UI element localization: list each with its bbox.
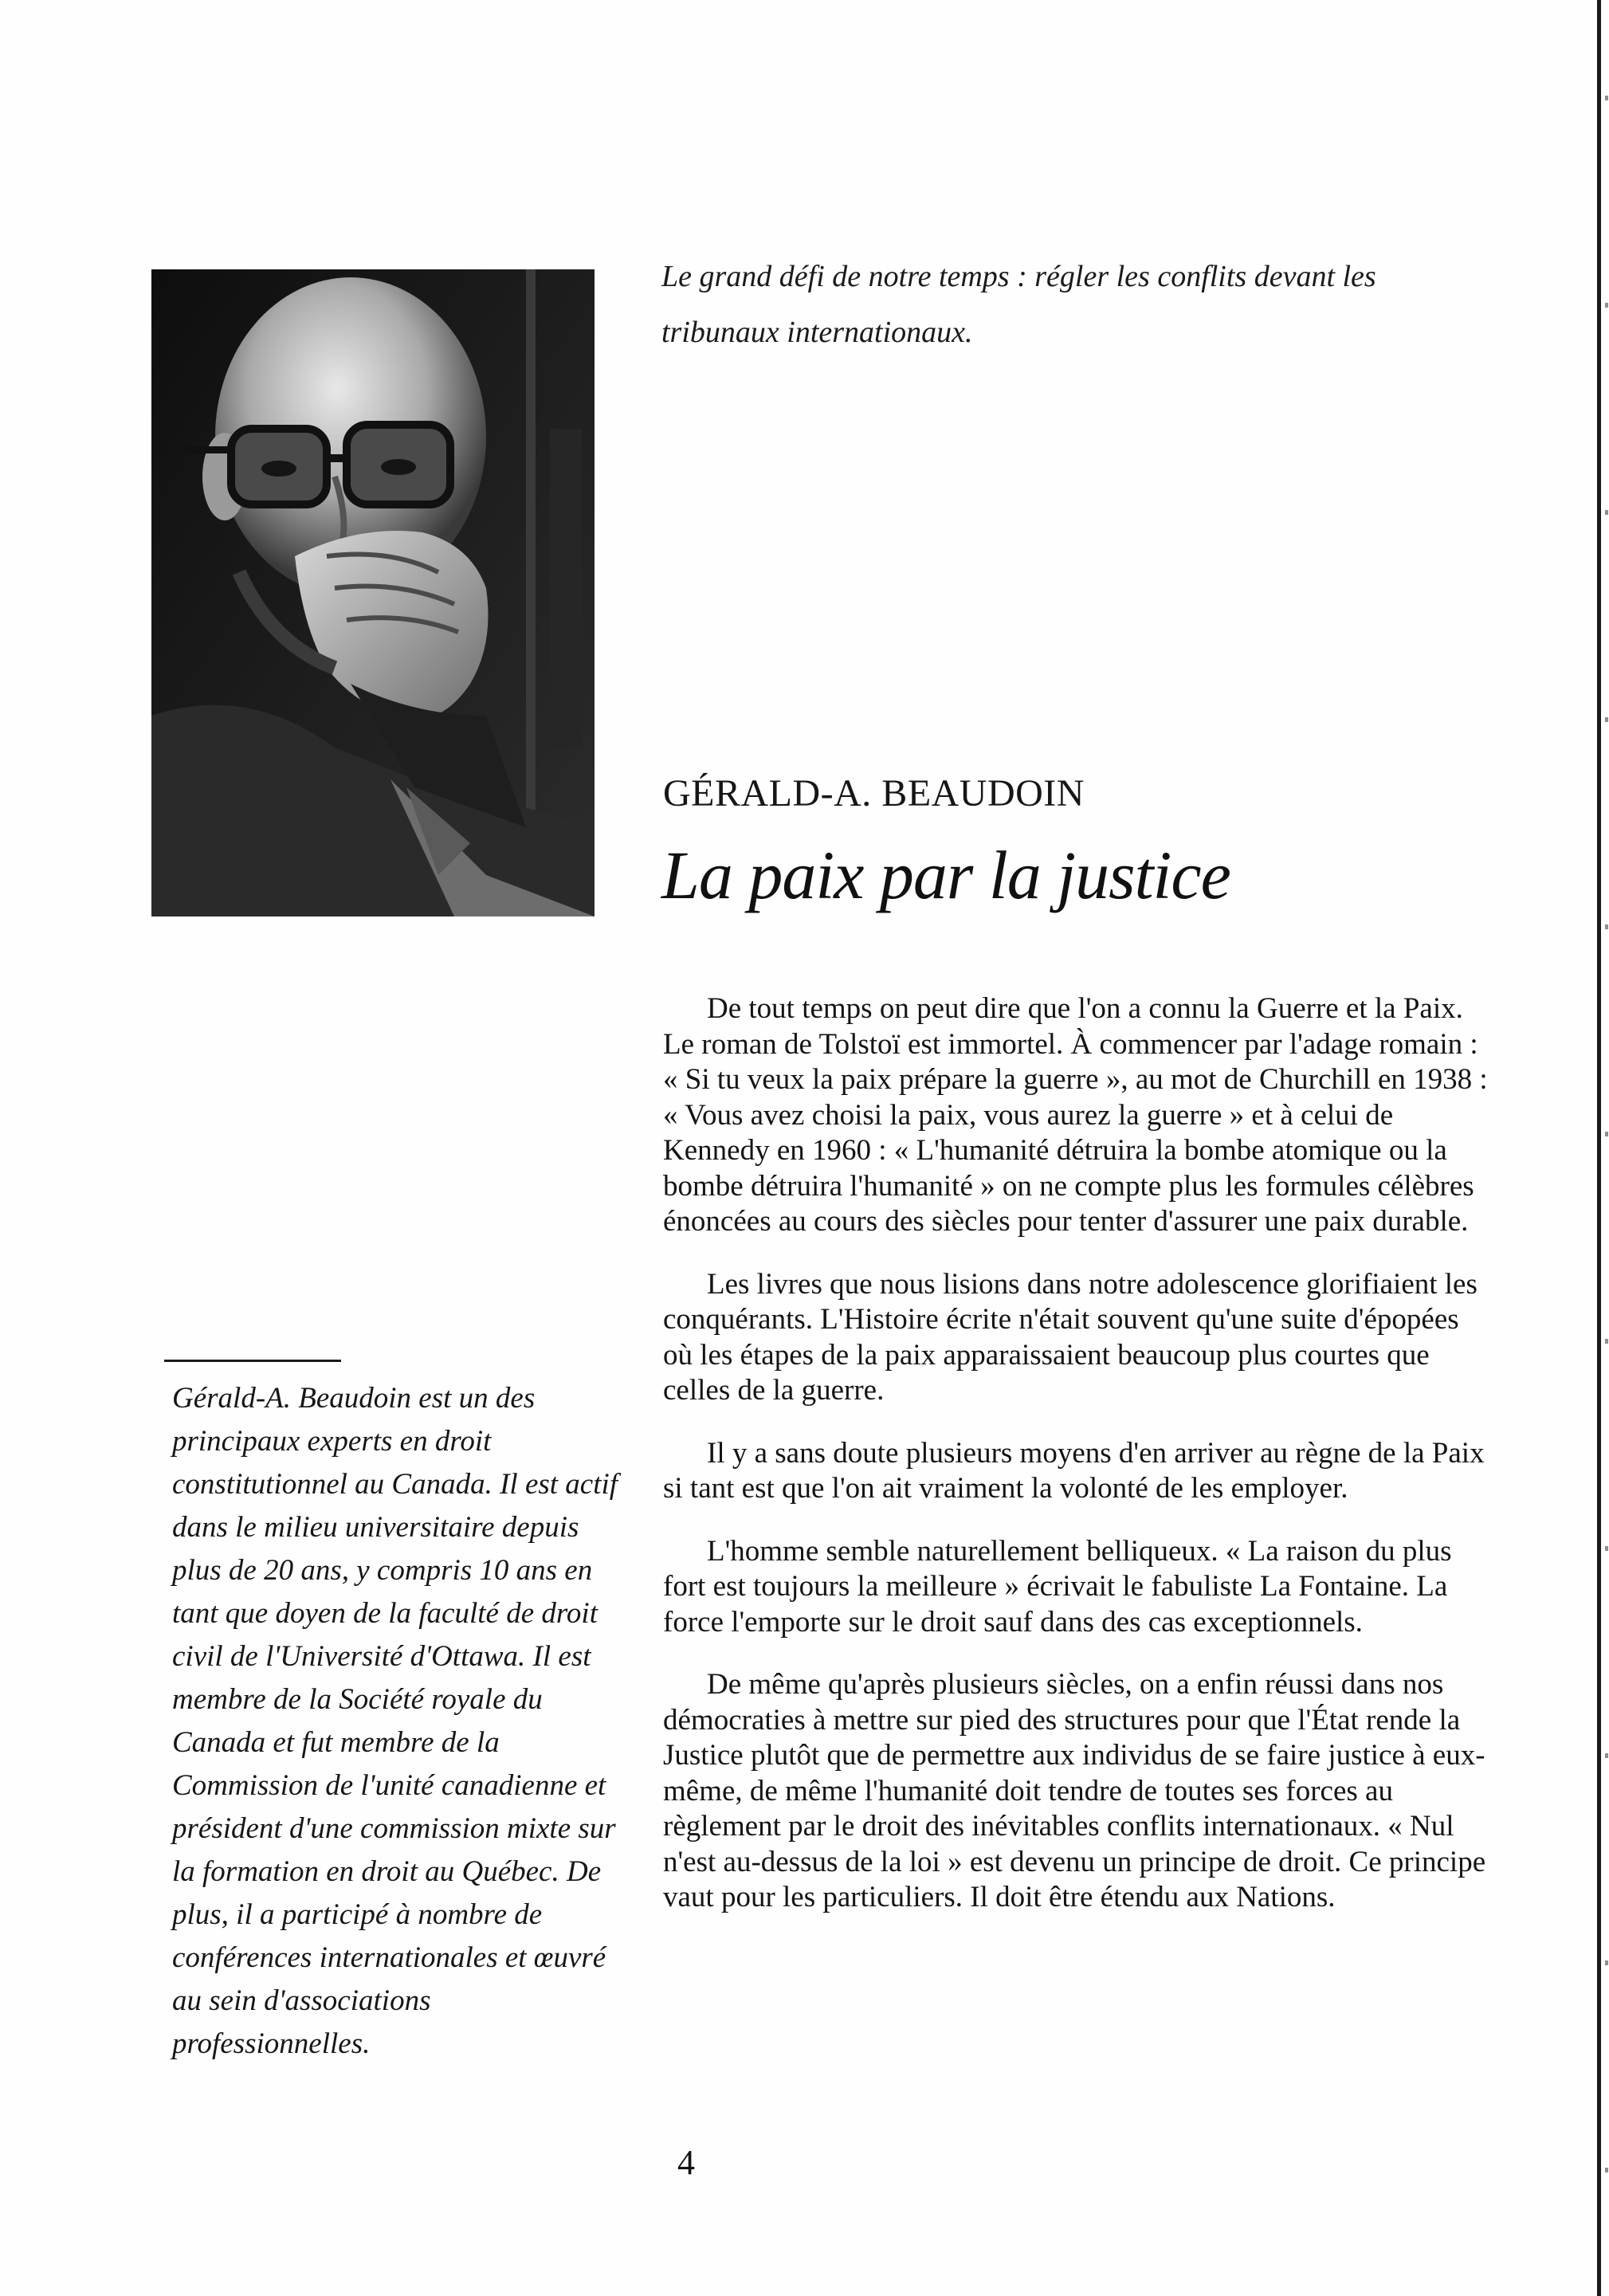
footnote-divider: [164, 1360, 341, 1362]
scan-edge-specks: [1605, 0, 1608, 2296]
body-paragraph: L'homme semble naturellement belliqueux. « La raison du plus fort est toujours la meilleure » écrivait le fabuliste La Fontaine. La force l'emporte sur le droit sauf dans des cas exceptionnels.: [663, 1534, 1452, 1639]
body-paragraph: De tout temps on peut dire que l'on a connu la Guerre et la Paix. Le roman de Tolstoï est immortel. À commencer par l'adage romain : « Si tu veux la paix prépare la guerre », au mot de Churchill en 1938 : « Vous avez choisi la paix, vous aurez la guerre » et à celui de Kennedy en 1960 : « L'humanité détruira la bombe atomique ou la bombe détruira l'humanité » on ne compte plus les formules célèbres énoncées au cours des siècles pour tenter d'assurer une paix durable.: [663, 992, 1488, 1238]
author-bio: Gérald-A. Beaudoin est un des principaux experts en droit constitutionnel au Canada. Il est actif dans le milieu universitaire depuis plus de 20 ans, y compris 10 ans en tant que doyen de la faculté de droit civil de l'Université d'Ottawa. Il est membre de la Société royale du Canada et fut membre de la Commission de l'unité canadienne et président d'une commission mixte sur la formation en droit au Québec. De plus, il a participé à nombre de conférences internationales et œuvré au sein d'associations professionnelles.: [172, 1382, 618, 2060]
author-name: GÉRALD-A. BEAUDOIN: [663, 772, 1085, 814]
body-paragraph: De même qu'après plusieurs siècles, on a enfin réussi dans nos démocraties à mettre sur pied des structures pour que l'État rende la Justice plutôt que de permettre aux individus de se faire justice à eux-même, de même l'humanité doit tendre de toutes ses forces au règlement par le droit des inévitables conflits internationaux. « Nul n'est au-dessus de la loi » est devenu un principe de droit. Ce principe vaut pour les particuliers. Il doit être étendu aux Nations.: [663, 1668, 1486, 1913]
scan-edge-border: [1597, 0, 1601, 2296]
epigraph: Le grand défi de notre temps : régler les conflits devant les tribunaux internationaux.: [661, 260, 1376, 349]
article-title: La paix par la justice: [661, 837, 1230, 913]
body-paragraph: Les livres que nous lisions dans notre adolescence glorifiaient les conquérants. L'Histoire écrite n'était souvent qu'une suite d'épopées où les étapes de la paix apparaissaient beaucoup plus courtes que celles de la guerre.: [663, 1267, 1478, 1407]
article-body: [663, 991, 1495, 1943]
page-number: 4: [677, 2143, 695, 2182]
author-portrait-photo: [151, 269, 595, 916]
body-paragraph: Il y a sans doute plusieurs moyens d'en arriver au règne de la Paix si tant est que l'on ait vraiment la volonté de les employer.: [663, 1436, 1485, 1505]
